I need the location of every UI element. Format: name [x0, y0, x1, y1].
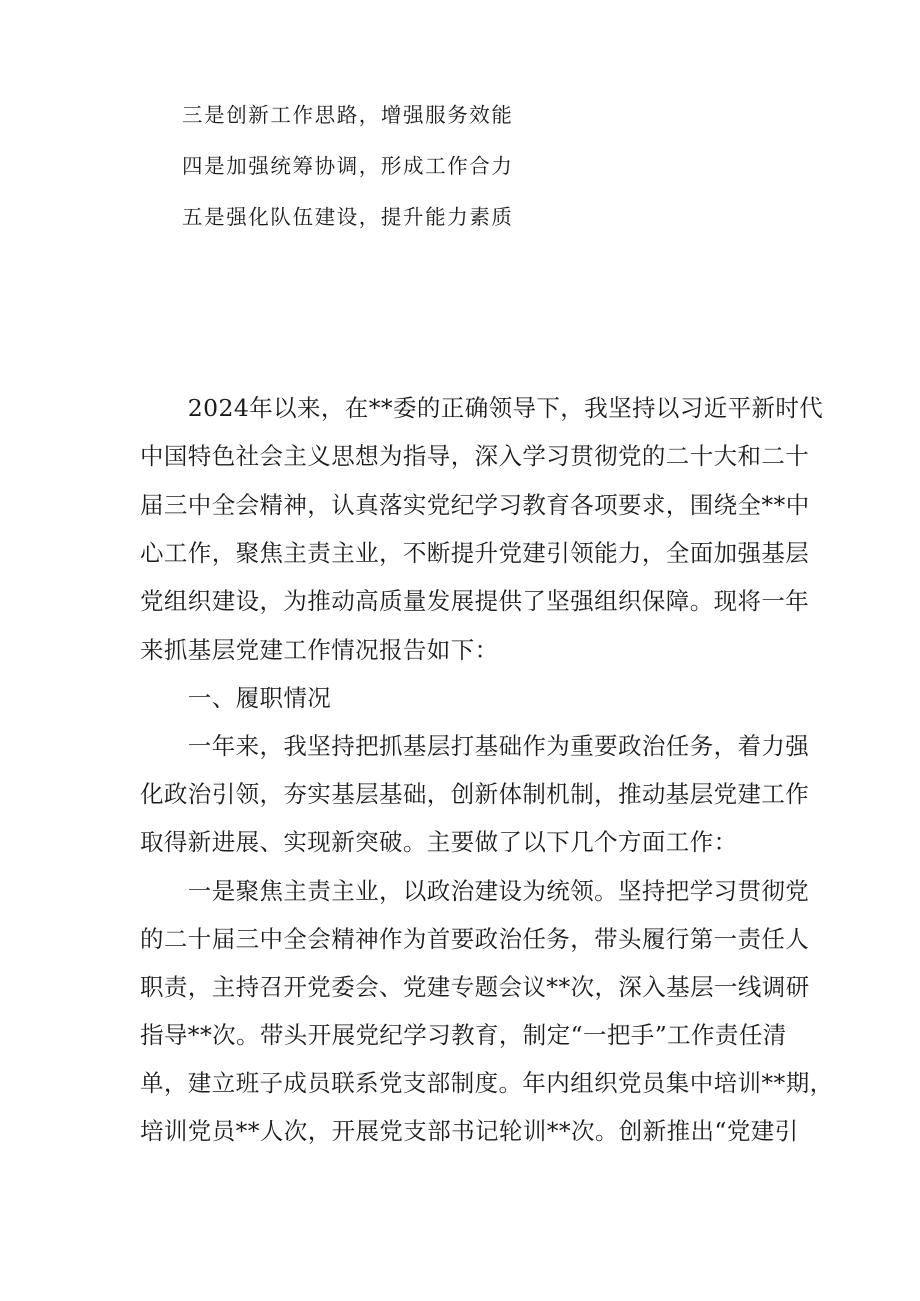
body-line: 取得新进展、实现新突破。主要做了以下几个方面工作： [140, 828, 738, 856]
body-line: 心工作，聚焦主责主业，不断提升党建引领能力，全面加强基层 [140, 539, 810, 567]
body-line: 来抓基层党建工作情况报告如下： [140, 636, 499, 664]
outline-item-3: 三是创新工作思路，增强服务效能 [182, 103, 514, 127]
body-line: 职责，主持召开党委会、党建专题会议**次，深入基层一线调研 [140, 973, 810, 1001]
body-line: 的二十届三中全会精神作为首要政治任务，带头履行第一责任人 [140, 925, 810, 953]
body-line: 单，建立班子成员联系党支部制度。年内组织党员集中培训**期， [140, 1069, 834, 1097]
body-line: 2024年以来，在**委的正确领导下，我坚持以习近平新时代 [140, 394, 824, 422]
outline-item-4: 四是加强统筹协调，形成工作合力 [182, 154, 514, 178]
body-line: 一年来，我坚持把抓基层打基础作为重要政治任务，着力强 [140, 732, 810, 760]
body-line: 培训党员**人次，开展党支部书记轮训**次。创新推出“党建引 [140, 1117, 799, 1145]
body-line: 一是聚焦主责主业，以政治建设为统领。坚持把学习贯彻党 [140, 877, 810, 905]
body-line: 届三中全会精神，认真落实党纪学习教育各项要求，围绕全**中 [140, 491, 810, 519]
body-line: 党组织建设，为推动高质量发展提供了坚强组织保障。现将一年 [140, 587, 810, 615]
body-line: 化政治引领，夯实基层基础，创新体制机制，推动基层党建工作 [140, 780, 810, 808]
outline-item-5: 五是强化队伍建设，提升能力素质 [182, 205, 514, 229]
section-heading: 一、履职情况 [140, 684, 332, 712]
body-line: 中国特色社会主义思想为指导，深入学习贯彻党的二十大和二十 [140, 442, 810, 470]
body-line: 指导**次。带头开展党纪学习教育，制定“一把手”工作责任清 [140, 1021, 787, 1049]
